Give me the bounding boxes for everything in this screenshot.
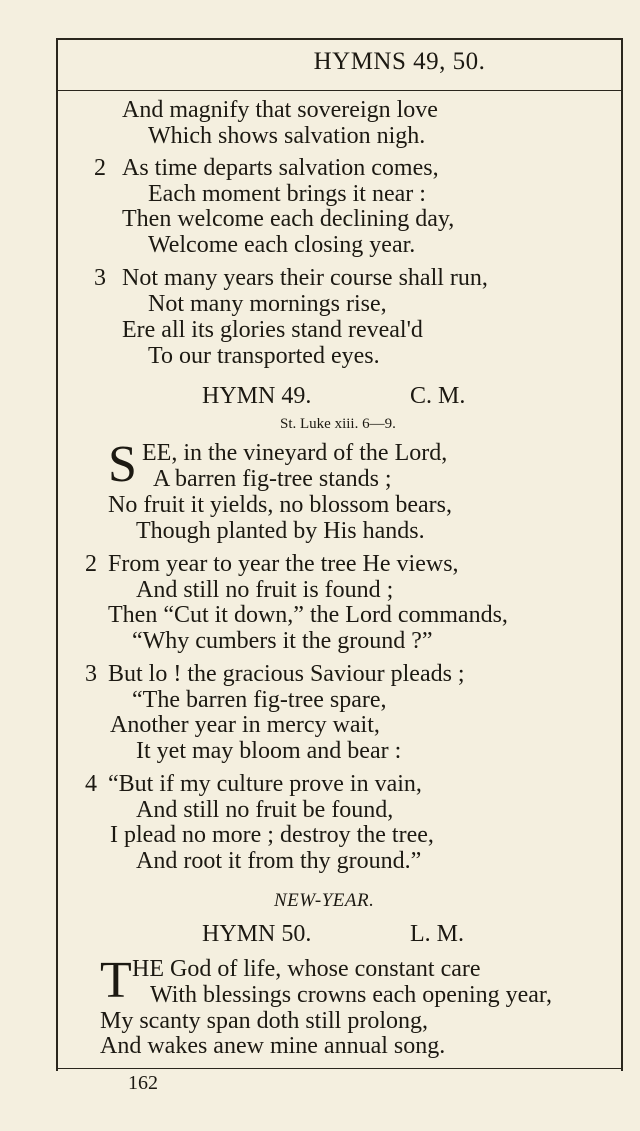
verse-line: Another year in mercy wait, — [110, 712, 380, 738]
verse-line: My scanty span doth still prolong, — [100, 1008, 428, 1034]
stanza-number: 4 — [85, 771, 97, 797]
verse-line: Not many years their course shall run, — [122, 265, 488, 291]
verse-line: And root it from thy ground.” — [136, 848, 422, 874]
verse-line: “Why cumbers it the ground ?” — [132, 628, 433, 654]
verse-line: And wakes anew mine annual song. — [100, 1033, 446, 1059]
drop-cap: T — [100, 952, 132, 1009]
stanza-number: 2 — [85, 551, 97, 577]
verse-line: And still no fruit is found ; — [136, 577, 394, 603]
verse-line: No fruit it yields, no blossom bears, — [108, 492, 452, 518]
hymn-title: HYMN 50. — [202, 921, 312, 947]
occasion-heading: NEW-YEAR. — [274, 890, 375, 911]
verse-line: With blessings crowns each opening year, — [150, 982, 552, 1008]
bottom-rule — [56, 1068, 623, 1069]
verse-line: From year to year the tree He views, — [108, 551, 459, 577]
header-rule — [56, 90, 623, 91]
verse-line: “The barren fig-tree spare, — [132, 687, 387, 713]
page-number: 162 — [128, 1072, 158, 1094]
verse-line: And magnify that sovereign love — [122, 97, 438, 123]
hymn-title: HYMN 49. — [202, 383, 312, 409]
verse-line: EE, in the vineyard of the Lord, — [142, 440, 448, 466]
verse-line: Then welcome each declining day, — [122, 206, 455, 232]
verse-line: Then “Cut it down,” the Lord commands, — [108, 602, 508, 628]
verse-line: Ere all its glories stand reveal'd — [122, 317, 423, 343]
stanza-number: 3 — [85, 661, 97, 687]
verse-line: Not many mornings rise, — [148, 291, 387, 317]
verse-line: As time departs salvation comes, — [122, 155, 439, 181]
verse-line: And still no fruit be found, — [136, 797, 394, 823]
running-header: HYMNS 49, 50. — [313, 48, 486, 75]
verse-line: HE God of life, whose constant care — [132, 956, 481, 982]
verse-line: “But if my culture prove in vain, — [108, 771, 422, 797]
drop-cap: S — [108, 436, 137, 493]
verse-line: I plead no more ; destroy the tree, — [110, 822, 434, 848]
verse-line: To our transported eyes. — [148, 343, 380, 369]
scripture-reference: St. Luke xiii. 6—9. — [280, 416, 396, 432]
verse-line: A barren fig-tree stands ; — [153, 466, 392, 492]
stanza-number: 2 — [94, 155, 106, 181]
hymn-meter: C. M. — [410, 383, 466, 409]
verse-line: Though planted by His hands. — [136, 518, 425, 544]
verse-line: Welcome each closing year. — [148, 232, 416, 258]
verse-line: Which shows salvation nigh. — [148, 123, 426, 149]
stanza-number: 3 — [94, 265, 106, 291]
hymn-meter: L. M. — [410, 921, 464, 947]
verse-line: But lo ! the gracious Saviour pleads ; — [108, 661, 465, 687]
verse-line: It yet may bloom and bear : — [136, 738, 402, 764]
verse-line: Each moment brings it near : — [148, 181, 426, 207]
